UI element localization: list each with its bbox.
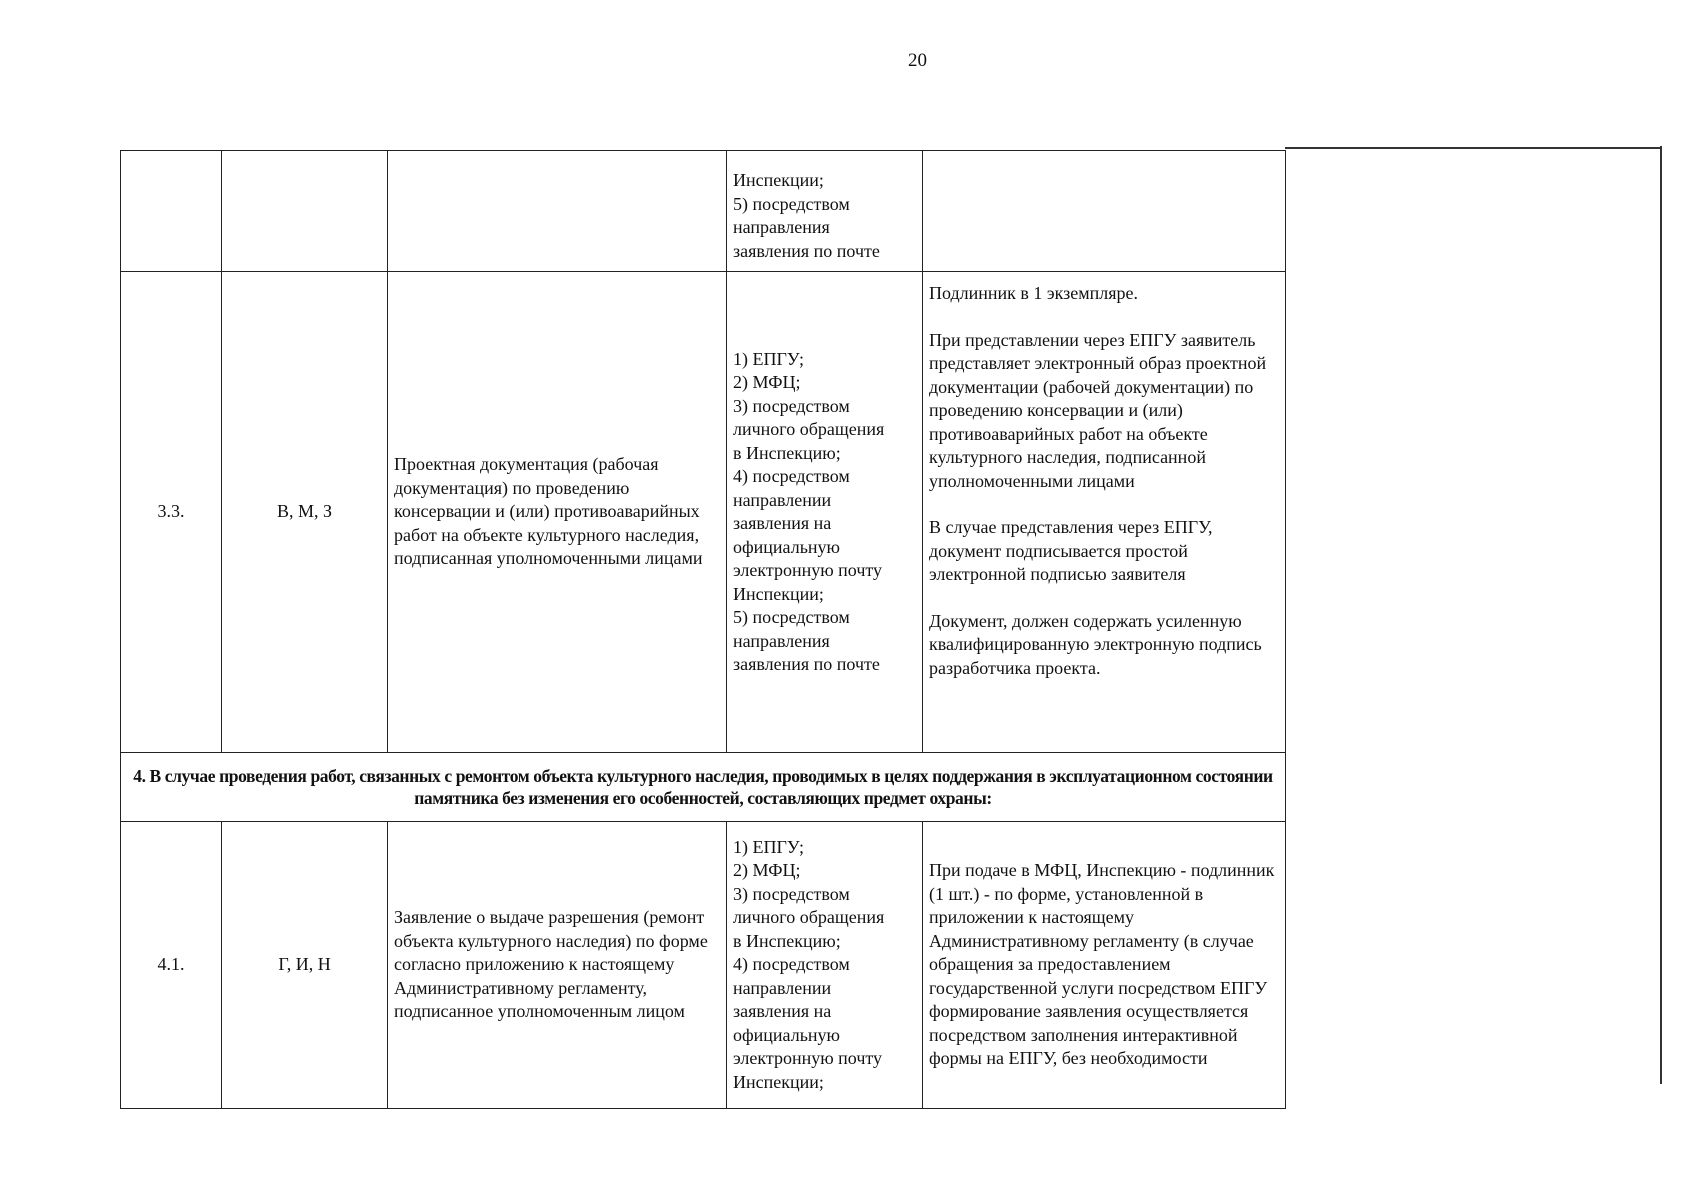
table-row [121, 822, 1286, 1109]
row-document-cell: Заявление о выдаче разрешения (ремонт объекта культурного наследия) по форме согласно приложению к настоящему Административному регламенту, подписанное уполномоченным лицом [388, 822, 727, 1109]
row-number-cell: 3.3. [121, 272, 222, 753]
row-number-cell: 4.1. [121, 822, 222, 1109]
row-way-cell: 1) ЕПГУ; 2) МФЦ; 3) посредством личного обращения в Инспекцию; 4) посредством направлении заявления на официальную электронную почту Инспекции; [727, 822, 923, 1109]
section-heading-row [121, 753, 1286, 822]
section-heading: 4. В случае проведения работ, связанных с ремонтом объекта культурного наследия, проводимых в целях поддержания в эксплуатационном состоянии памятника без изменения его особенностей, составляющих предмет охраны: [121, 753, 1286, 822]
row-requirements-cell: При подаче в МФЦ, Инспекцию - подлинник (1 шт.) - по форме, установленной в приложении к настоящему Административному регламенту (в случае обращения за предоставлением государственной услуги посредством ЕПГУ формирование заявления осуществляется посредством заполнения интерактивной формы на ЕПГУ, без необходимости [923, 822, 1286, 1109]
top-rule [1285, 147, 1661, 149]
row-way-cell: 1) ЕПГУ; 2) МФЦ; 3) посредством личного обращения в Инспекцию; 4) посредством направлении заявления на официальную электронную почту Инспекции; 5) посредством направления заявления по почте [727, 272, 923, 753]
row-way-cell: Инспекции; 5) посредством направления заявления по почте [727, 151, 923, 272]
row-document-cell: Проектная документация (рабочая документация) по проведению консервации и (или) противоаварийных работ на объекте культурного наследия, подписанная уполномоченными лицами [388, 272, 727, 753]
table-row [121, 151, 1286, 272]
row-requirements-cell [923, 151, 1286, 272]
row-code-cell [222, 151, 388, 272]
requirements-paragraph: В случае представления через ЕПГУ, документ подписывается простой электронной подписью заявителя [929, 517, 1213, 584]
requirements-paragraph: Подлинник в 1 экземпляре. [929, 283, 1139, 303]
row-code-cell: В, М, З [222, 272, 388, 753]
row-requirements-cell [923, 272, 1286, 753]
documents-table [120, 150, 1286, 1109]
row-code-cell: Г, И, Н [222, 822, 388, 1109]
row-number-cell [121, 151, 222, 272]
page-number: 20 [908, 50, 927, 71]
requirements-paragraph: Документ, должен содержать усиленную квалифицированную электронную подпись разработчика проекта. [929, 610, 1262, 678]
requirements-paragraph: При представлении через ЕПГУ заявитель представляет электронный образ проектной документации (рабочей документации) по проведению консервации и (или) противоаварийных работ на объекте культурного наследия, подписанной уполномоченными лицами [929, 329, 1267, 491]
row-document-cell [388, 151, 727, 272]
right-rule [1660, 146, 1662, 1084]
table-row [121, 272, 1286, 753]
